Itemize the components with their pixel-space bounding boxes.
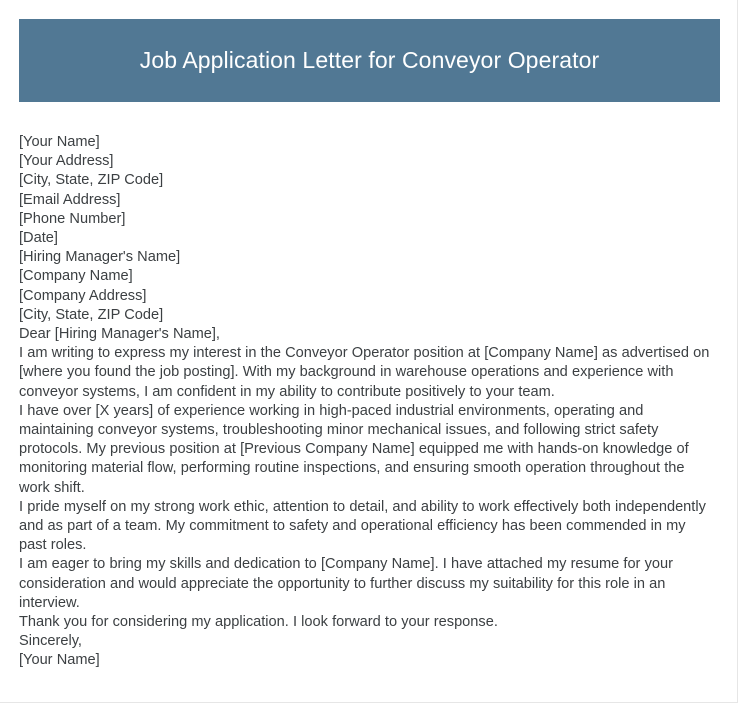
closing: Sincerely, <box>19 633 82 650</box>
recipient-line-company: [Company Name] <box>19 268 133 285</box>
page-title: Job Application Letter for Conveyor Operator <box>139 46 600 73</box>
sender-line-city-state-zip: [City, State, ZIP Code] <box>19 172 164 189</box>
sender-line-name: [Your Name] <box>19 134 100 150</box>
sender-line-phone: [Phone Number] <box>19 210 126 227</box>
salutation: Dear [Hiring Manager's Name], <box>19 326 220 343</box>
recipient-line-city-state-zip: [City, State, ZIP Code] <box>19 306 164 323</box>
recipient-line-company-address: [Company Address] <box>19 287 147 304</box>
sender-line-date: [Date] <box>19 230 58 247</box>
body-paragraph-3: I pride myself on my strong work ethic, attention to detail, and ability to work effectively both independently and as part of a team. My commitment to safety and operational efficiency has been commended in my past roles. <box>19 498 706 554</box>
signature-name: [Your Name] <box>19 652 100 669</box>
body-paragraph-1: I am writing to express my interest in the Conveyor Operator position at [Company Name] as advertised on [where you found the job posting]. With my background in warehouse operations and experience with conveyor systems, I am confident in my ability to contribute positively to your team. <box>19 345 710 400</box>
recipient-line-manager: [Hiring Manager's Name] <box>19 249 181 266</box>
document-title-banner <box>19 19 720 102</box>
letter-content <box>19 133 715 671</box>
sender-line-email: [Email Address] <box>19 191 121 208</box>
body-paragraph-4: I am eager to bring my skills and dedication to [Company Name]. I have attached my resume for your consideration and would appreciate the opportunity to further discuss my suitability for this role in an interview. <box>19 556 673 611</box>
sender-line-address: [Your Address] <box>19 153 114 170</box>
sender-address-block <box>19 133 715 248</box>
body-paragraph-2: I have over [X years] of experience working in high-paced industrial environments, operating and maintaining conveyor systems, troubleshooting minor mechanical issues, and following strict safety protocols. My previous position at [Previous Company Name] equipped me with hands-on knowledge of monitoring material flow, performing routine inspections, and ensuring smooth operation throughout the work shift. <box>19 402 689 496</box>
recipient-address-block <box>19 248 715 325</box>
body-paragraph-5: Thank you for considering my application. I look forward to your response. <box>19 614 498 631</box>
